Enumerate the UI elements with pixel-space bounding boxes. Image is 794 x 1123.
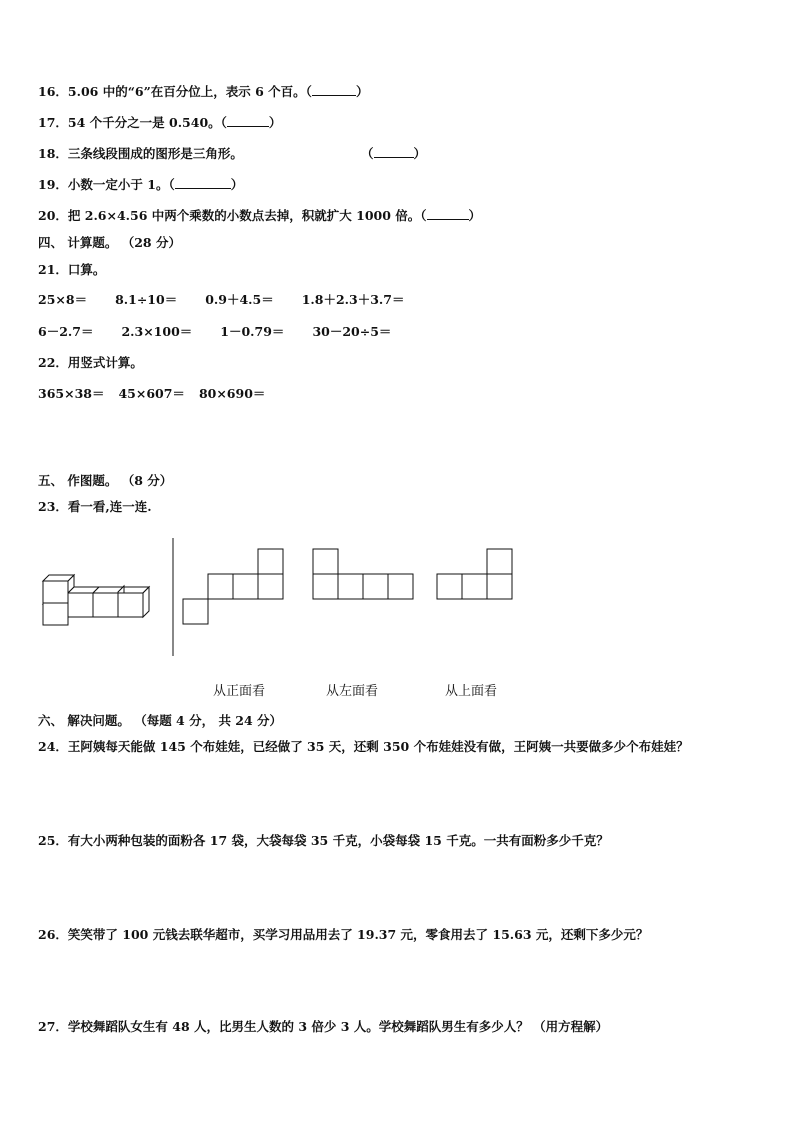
paren-close: ） bbox=[413, 146, 427, 161]
paren-close: ） bbox=[355, 84, 369, 99]
question-text: 看一看,连一连. bbox=[67, 499, 152, 514]
vertical-calc-row bbox=[38, 386, 293, 402]
question-number: 24． bbox=[38, 739, 68, 754]
vertical-item: 45×607＝ bbox=[118, 386, 185, 401]
question-text: 笑笑带了 100 元钱去联华超市，买学习用品用去了 19.37 元，零食用去了 15.63 元，还剩下多少元？ bbox=[67, 927, 649, 942]
question-text: 三条线段围成的图形是三角形。 bbox=[67, 146, 243, 161]
question-25 bbox=[38, 833, 609, 849]
answer-blank[interactable] bbox=[374, 146, 414, 158]
question-number: 27． bbox=[38, 1019, 68, 1034]
oral-item: 2.3×100＝ bbox=[121, 324, 193, 339]
question-22 bbox=[38, 355, 143, 371]
question-text: 学校舞蹈队女生有 48 人，比男生人数的 3 倍少 3 人。学校舞蹈队男生有多少人？ （用方程解） bbox=[67, 1019, 609, 1034]
section-6-heading: 六、 解决问题。 （每题 4 分， 共 24 分） bbox=[38, 713, 283, 728]
cube-solid bbox=[43, 575, 149, 625]
question-number: 22． bbox=[38, 355, 68, 370]
question-17 bbox=[38, 115, 281, 131]
answer-blank[interactable] bbox=[312, 84, 356, 96]
question-number: 20． bbox=[38, 208, 68, 223]
answer-blank[interactable] bbox=[175, 177, 231, 189]
oral-item: 6－2.7＝ bbox=[38, 324, 94, 339]
view-shape-2 bbox=[313, 549, 413, 599]
oral-row-2 bbox=[38, 324, 419, 340]
answer-blank[interactable] bbox=[427, 208, 469, 220]
view-label-left: 从左面看 bbox=[326, 684, 379, 699]
question-18 bbox=[38, 146, 243, 162]
question-18-answer bbox=[361, 146, 426, 162]
question-27 bbox=[38, 1019, 608, 1035]
oral-item: 1－0.79＝ bbox=[220, 324, 285, 339]
question-number: 25． bbox=[38, 833, 68, 848]
oral-item: 8.1÷10＝ bbox=[115, 292, 178, 307]
section-5-heading: 五、 作图题。 （8 分） bbox=[38, 473, 173, 488]
oral-item: 30－20÷5＝ bbox=[312, 324, 392, 339]
question-text: 54 个千分之一是 0.540。（ bbox=[67, 115, 227, 130]
question-text: 有大小两种包装的面粉各 17 袋，大袋每袋 35 千克，小袋每袋 15 千克。一共有面粉多少千克？ bbox=[67, 833, 609, 848]
answer-blank[interactable] bbox=[227, 115, 269, 127]
question-19 bbox=[38, 177, 243, 193]
view-label-top: 从上面看 bbox=[445, 684, 498, 699]
question-23 bbox=[38, 499, 152, 515]
question-number: 18． bbox=[38, 146, 68, 161]
question-text: 5.06 中的“6”在百分位上，表示 6 个百。（ bbox=[67, 84, 312, 99]
question-number: 19． bbox=[38, 177, 68, 192]
question-number: 21． bbox=[38, 262, 68, 277]
oral-item: 0.9＋4.5＝ bbox=[205, 292, 274, 307]
paren-close: ） bbox=[230, 177, 244, 192]
question-number: 17． bbox=[38, 115, 68, 130]
oral-item: 1.8＋2.3＋3.7＝ bbox=[301, 292, 405, 307]
view-label-front: 从正面看 bbox=[213, 684, 266, 699]
question-26 bbox=[38, 927, 648, 943]
paren-open: （ bbox=[361, 146, 374, 161]
paren-close: ） bbox=[268, 115, 282, 130]
view-shape-1 bbox=[183, 549, 283, 624]
question-20 bbox=[38, 208, 481, 224]
section-4-heading: 四、 计算题。 （28 分） bbox=[38, 235, 181, 250]
vertical-item: 365×38＝ bbox=[38, 386, 105, 401]
question-number: 26． bbox=[38, 927, 68, 942]
oral-row-1 bbox=[38, 292, 432, 308]
vertical-item: 80×690＝ bbox=[198, 386, 266, 401]
oral-item: 25×8＝ bbox=[38, 292, 88, 307]
question-text: 口算。 bbox=[67, 262, 106, 277]
question-number: 16． bbox=[38, 84, 68, 99]
question-text: 王阿姨每天能做 145 个布娃娃，已经做了 35 天，还剩 350 个布娃娃没有做，王阿姨一共要做多少个布娃娃？ bbox=[67, 739, 689, 754]
question-16 bbox=[38, 84, 368, 100]
question-text: 用竖式计算。 bbox=[67, 355, 143, 370]
question-21 bbox=[38, 262, 105, 278]
question-text: 把 2.6×4.56 中两个乘数的小数点去掉，积就扩大 1000 倍。（ bbox=[67, 208, 427, 223]
paren-close: ） bbox=[468, 208, 482, 223]
question-24 bbox=[38, 739, 689, 755]
question-text: 小数一定小于 1。（ bbox=[67, 177, 175, 192]
view-shape-3 bbox=[437, 549, 512, 599]
question-number: 23． bbox=[38, 499, 68, 514]
cube-views-figure bbox=[0, 530, 794, 670]
